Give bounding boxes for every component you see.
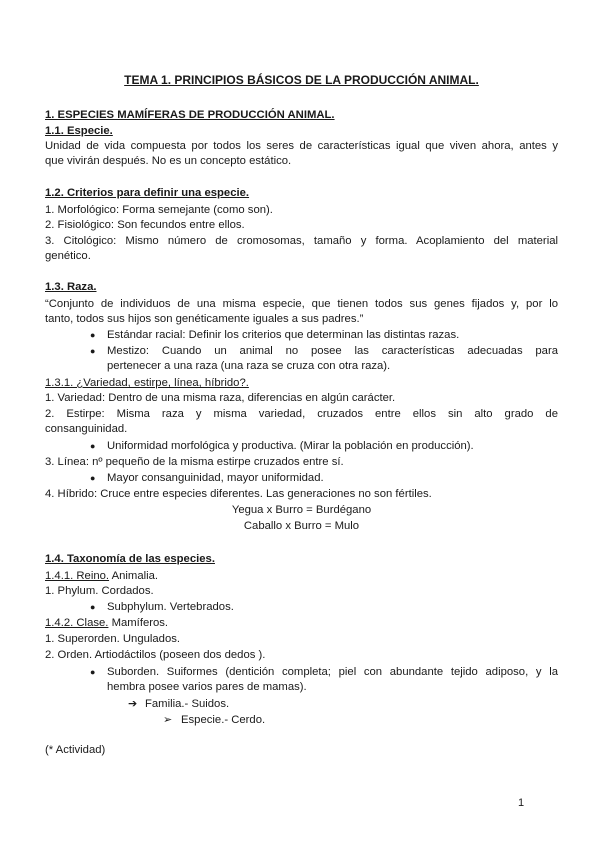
bullet-icon: ● (90, 330, 96, 340)
bullet-icon: ● (90, 346, 96, 356)
page-title: TEMA 1. PRINCIPIOS BÁSICOS DE LA PRODUCCIÓN ANIMAL. (124, 73, 479, 87)
especie-text-line-2: que vivirán después. No es un concepto estático. (45, 155, 292, 167)
criterio-item-1: 1. Morfológico: Forma semejante (como son). (45, 204, 273, 216)
criterios-heading: 1.2. Criterios para definir una especie. (45, 187, 250, 199)
bullet-icon: ● (90, 667, 96, 677)
clase-label: 1.4.2. Clase. (45, 617, 109, 629)
raza-bullet-1: Estándar racial: Definir los criterios que determinan las distintas razas. (107, 329, 460, 341)
bullet-icon: ● (90, 473, 96, 483)
linea-item: 3. Línea: nº pequeño de la misma estirpe cruzados entre sí. (45, 456, 344, 468)
clase-value: Mamíferos. (108, 617, 169, 629)
bullet-icon: ● (90, 602, 96, 612)
hibrido-item: 4. Híbrido: Cruce entre especies diferentes. Las generaciones no son fértiles. (45, 488, 432, 500)
estirpe-item-line-1: 2. Estirpe: Misma raza y misma variedad, cruzados entre ellos sin alto grado de (45, 408, 558, 420)
estirpe-bullet: Uniformidad morfológica y productiva. (Mirar la población en producción). (107, 440, 474, 452)
criterio-item-3-line-1: 3. Citológico: Mismo número de cromosomas, tamaño y forma. Acoplamiento del material (45, 235, 558, 247)
raza-quote-line-2: tanto, todos sus hijos son genéticamente iguales a sus padres.” (45, 313, 364, 325)
raza-bullet-2-line-2: pertenecer a una raza (una raza se cruza con otra raza). (107, 360, 391, 372)
suborden-bullet-line-1: Suborden. Suiformes (dentición completa; piel con abundante tejido adiposo, y la (107, 666, 558, 678)
linea-bullet: Mayor consanguinidad, mayor uniformidad. (107, 472, 324, 484)
raza-bullet-2-line-1: Mestizo: Cuando un animal no posee las características adecuadas para (107, 345, 558, 357)
raza-subheading: 1.3.1. ¿Variedad, estirpe, línea, híbrido?. (45, 377, 249, 389)
right-arrow-icon: ➔ (128, 698, 138, 710)
variedad-item: 1. Variedad: Dentro de una misma raza, diferencias en algún carácter. (45, 392, 396, 404)
arrowhead-icon: ➢ (163, 714, 173, 726)
especie-heading: 1.1. Especie. (45, 125, 113, 137)
reino-line (45, 569, 558, 584)
criterio-item-3-line-2: genético. (45, 250, 91, 262)
footnote: (* Actividad) (45, 744, 106, 756)
phylum-item: 1. Phylum. Cordados. (45, 585, 154, 597)
subphylum-bullet: Subphylum. Vertebrados. (107, 601, 234, 613)
estirpe-item-line-2: consanguinidad. (45, 423, 128, 435)
taxonomia-heading: 1.4. Taxonomía de las especies. (45, 553, 215, 565)
raza-quote-line-1: “Conjunto de individuos de una misma especie, que tienen todos sus genes fijados y, por lo (45, 298, 558, 310)
clase-line (45, 616, 558, 631)
superorden-item: 1. Superorden. Ungulados. (45, 633, 181, 645)
especie-text-line-1: Unidad de vida compuesta por todos los seres de características igual que viven ahora, antes y (45, 140, 558, 152)
cross-example-2: Caballo x Burro = Mulo (243, 520, 360, 532)
raza-heading: 1.3. Raza. (45, 281, 97, 293)
reino-label: 1.4.1. Reino. (45, 570, 110, 582)
orden-item: 2. Orden. Artiodáctilos (poseen dos dedos ). (45, 649, 266, 661)
suborden-bullet-line-2: hembra posee varios pares de mamas). (107, 681, 307, 693)
cross-example-1: Yegua x Burro = Burdégano (231, 504, 372, 516)
reino-value: Animalia. (109, 570, 159, 582)
bullet-icon: ● (90, 441, 96, 451)
especie-item: Especie.- Cerdo. (181, 714, 266, 726)
section-1-heading: 1. ESPECIES MAMÍFERAS DE PRODUCCIÓN ANIMAL. (45, 109, 335, 121)
page-number: 1 (518, 797, 525, 809)
criterio-item-2: 2. Fisiológico: Son fecundos entre ellos. (45, 219, 245, 231)
familia-item: Familia.- Suidos. (145, 698, 230, 710)
